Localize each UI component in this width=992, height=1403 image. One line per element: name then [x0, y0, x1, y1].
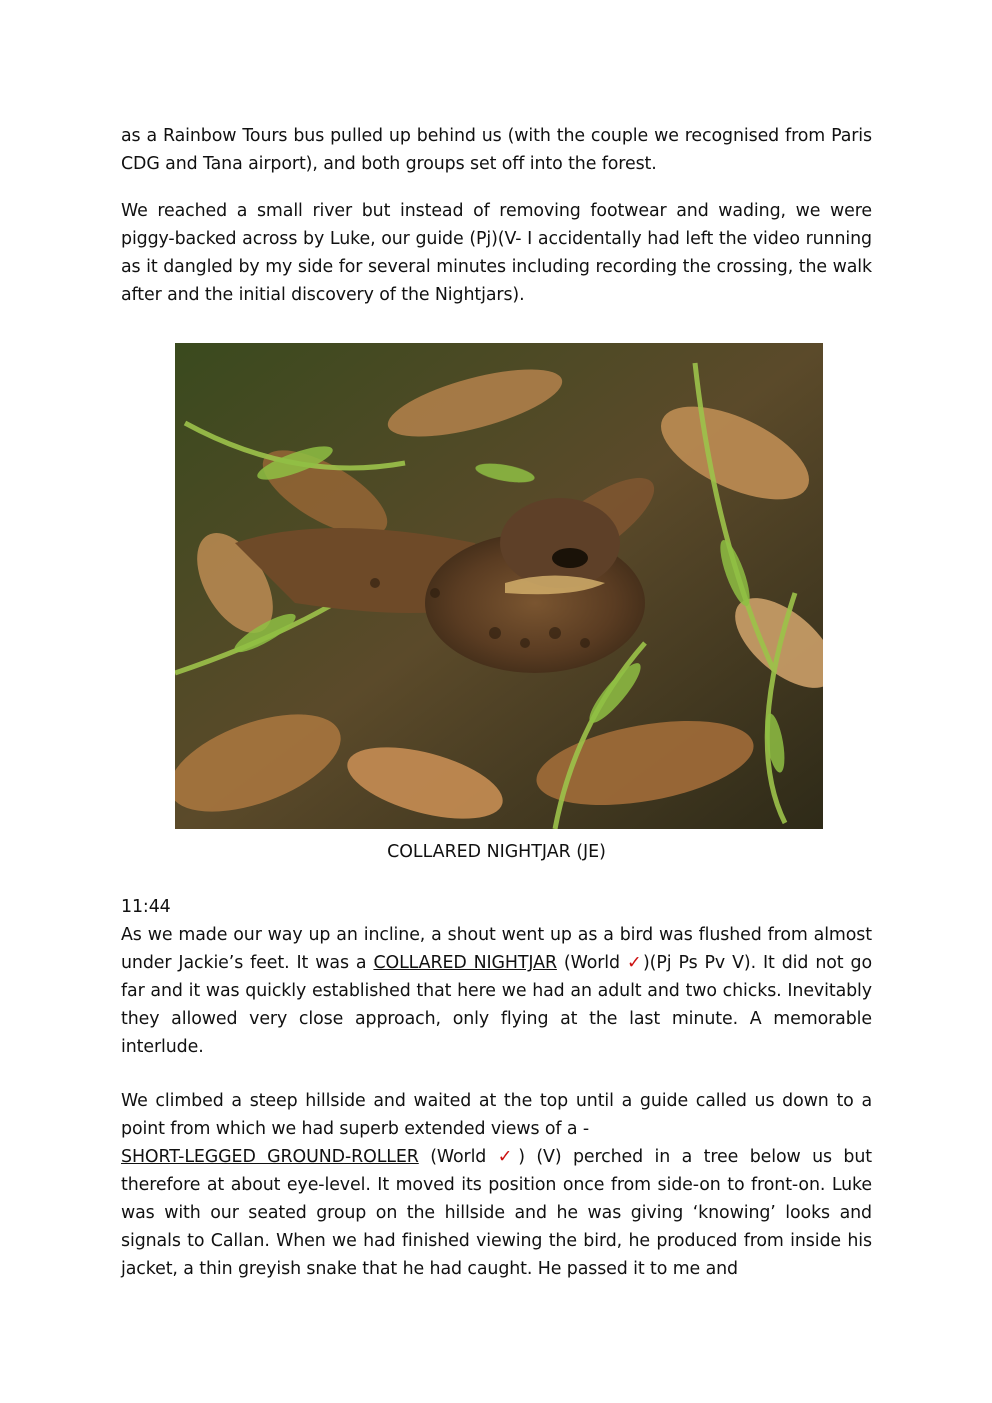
paragraph-bus: as a Rainbow Tours bus pulled up behind us (with the couple we recognised from Paris CDG and Tana airport), and both groups set off into the forest.	[121, 126, 872, 174]
nightjar-text-b: (World	[556, 953, 627, 973]
ground-roller-line1: We climbed a steep hillside and waited at the top until a guide called us down to a point from which we had superb extended views of a -	[121, 1091, 872, 1139]
entry-nightjar	[121, 893, 872, 1061]
photo-caption: COLLARED NIGHTJAR (JE)	[387, 842, 606, 862]
ground-roller-text-b: (World	[418, 1147, 498, 1167]
tick-icon: ✓	[497, 1147, 519, 1167]
intro-block	[121, 122, 872, 309]
tick-icon: ✓	[626, 953, 643, 973]
paragraph-river-crossing: We reached a small river but instead of removing footwear and wading, we were piggy-backed across by Luke, our guide (Pj)(V- I accidentally had left the video running as it dangled by my side for several minutes including recording the crossing, the walk after and the initial discovery of the Nightjars).	[121, 201, 872, 305]
nightjar-text-c: )(Pj Ps Pv V). It did not go far and it was quickly established that here we had an adult and two chicks. Inevitably they allowed very close approach, only flying at the last minute. A memorable interlude.	[121, 953, 872, 1057]
paragraph-nightjar	[121, 921, 872, 1061]
collared-nightjar-photo	[175, 343, 823, 829]
paragraph-ground-roller	[121, 1087, 872, 1283]
species-short-legged-ground-roller: SHORT-LEGGED GROUND-ROLLER	[121, 1147, 419, 1167]
entry-ground-roller	[121, 1087, 872, 1283]
species-collared-nightjar: COLLARED NIGHTJAR	[373, 953, 557, 973]
entry-time: 11:44	[121, 897, 171, 917]
ground-roller-text-c: ) (V) perched in a tree below us but therefore at about eye-level. It moved its position once from side-on to front-on. Luke was with our seated group on the hillside and he was giving ‘knowing’ looks and signals to Callan. When we had finished viewing the bird, he produced from inside his jacket, a thin greyish snake that he had caught. He passed it to me and	[121, 1147, 872, 1279]
nightjar-text-a: As we made our way up an incline, a shout went up as a bird was flushed from almost under Jackie’s feet. It was a	[121, 925, 872, 973]
